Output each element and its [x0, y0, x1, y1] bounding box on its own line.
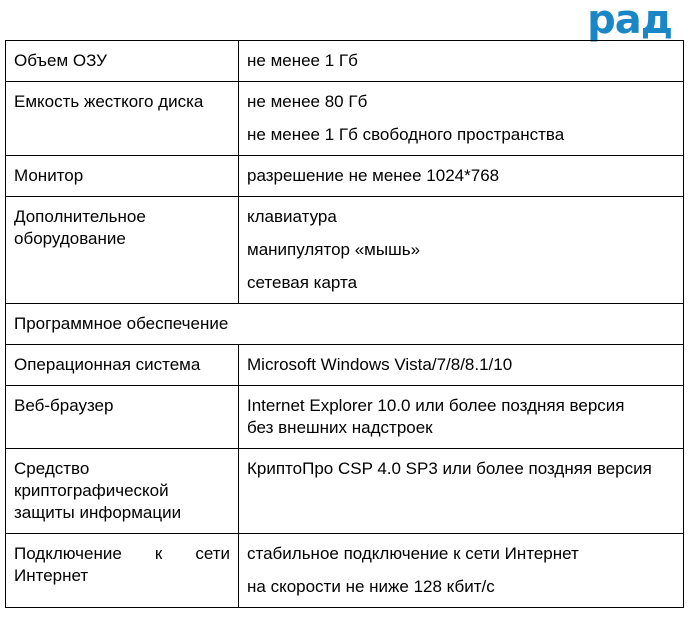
row-label	[6, 197, 239, 304]
table-row	[6, 386, 684, 449]
row-label: Веб-браузер	[6, 386, 239, 449]
label-line: Дополнительное	[14, 207, 146, 226]
row-value	[239, 82, 684, 156]
table-row	[6, 41, 684, 82]
value-line: без внешних надстроек	[247, 418, 433, 437]
table-row	[6, 156, 684, 197]
value-line: не менее 80 Гб	[247, 92, 368, 111]
row-value	[239, 386, 684, 449]
label-line: криптографической	[14, 481, 169, 500]
row-label	[6, 449, 239, 534]
row-label: Емкость жесткого диска	[6, 82, 239, 156]
row-value	[239, 534, 684, 608]
table-row	[6, 534, 684, 608]
value-line: на скорости не ниже 128 кбит/с	[247, 577, 495, 596]
label-line: защиты информации	[14, 503, 182, 522]
label-line: оборудование	[14, 229, 126, 248]
table-row	[6, 82, 684, 156]
value-line: не менее 1 Гб свободного пространства	[247, 125, 565, 144]
value-line: сетевая карта	[247, 273, 358, 292]
value-line: стабильное подключение к сети Интернет	[247, 544, 579, 563]
table-row	[6, 449, 684, 534]
row-value: разрешение не менее 1024*768	[239, 156, 684, 197]
row-value: Microsoft Windows Vista/7/8/8.1/10	[239, 345, 684, 386]
row-label: Монитор	[6, 156, 239, 197]
row-label: Операционная система	[6, 345, 239, 386]
row-value: КриптоПро CSP 4.0 SP3 или более поздняя версия	[239, 449, 684, 534]
label-line: Интернет	[14, 566, 89, 585]
row-value	[239, 197, 684, 304]
section-heading: Программное обеспечение	[6, 304, 684, 345]
row-label: Объем ОЗУ	[6, 41, 239, 82]
table-row	[6, 345, 684, 386]
label-line: Подключение к сети	[14, 544, 230, 563]
brand-logo: рад	[587, 0, 672, 43]
row-label	[6, 534, 239, 608]
value-line: манипулятор «мышь»	[247, 240, 421, 259]
section-row	[6, 304, 684, 345]
value-line: Internet Explorer 10.0 или более поздняя версия	[247, 396, 625, 415]
label-line: Средство	[14, 459, 90, 478]
system-requirements-table	[5, 40, 684, 608]
row-value: не менее 1 Гб	[239, 41, 684, 82]
value-line: клавиатура	[247, 207, 337, 226]
table-row	[6, 197, 684, 304]
